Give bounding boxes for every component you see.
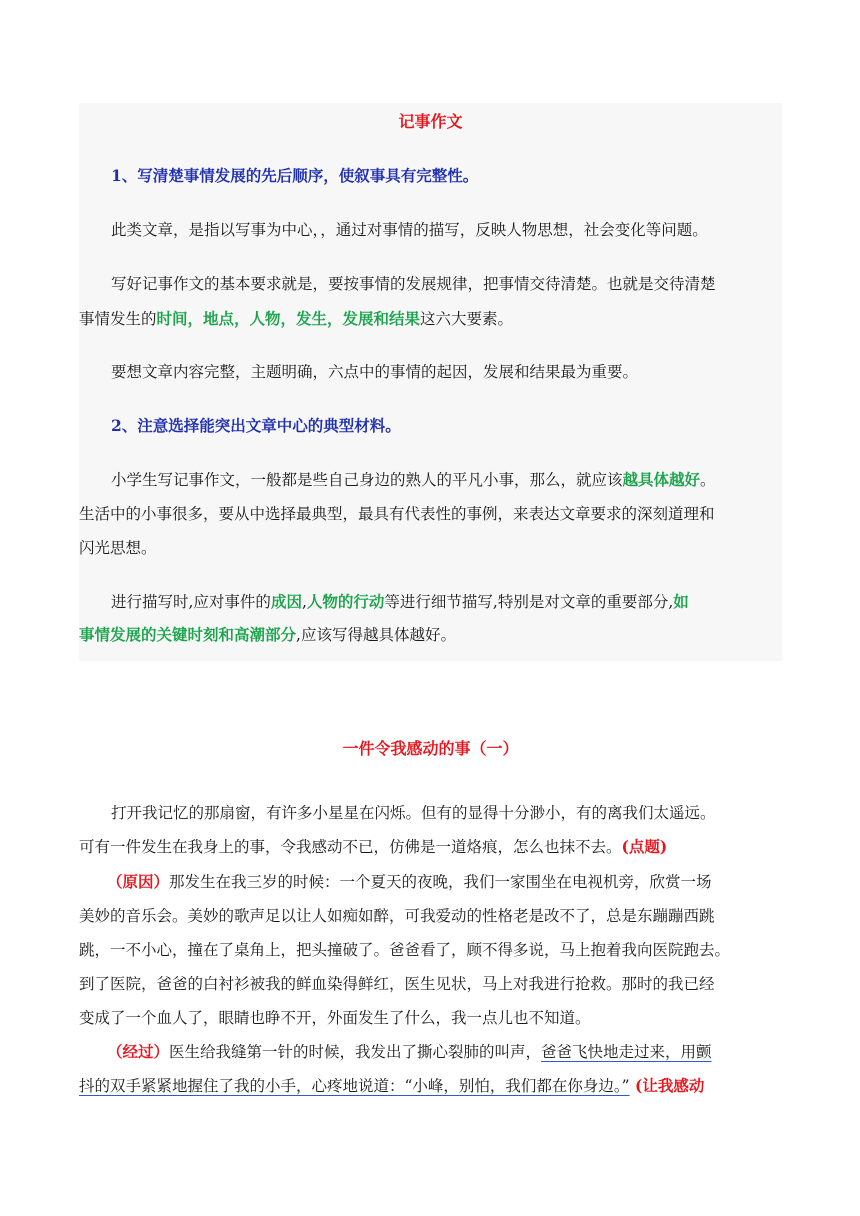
heading-1: 1、写清楚事情发展的先后顺序，使叙事具有完整性。: [111, 166, 479, 185]
paragraph-5-line-1: [79, 588, 814, 616]
text-run: 等进行细节描写,特别是对文章的重要部分,: [384, 593, 674, 611]
highlight-six-elements: 时间，地点，人物，发生，发展和结果: [156, 309, 421, 328]
text-run: 。: [700, 471, 716, 489]
underlined-text: 爸爸飞快地走过来，用颤: [541, 1043, 712, 1061]
text-run: 这六大要素。: [420, 310, 514, 328]
annotation-tag: （经过）: [107, 1042, 170, 1061]
paragraph-4-line-3: 闪光思想。: [79, 539, 157, 557]
paragraph-3: 要想文章内容完整，主题明确，六点中的事情的起因，发展和结果最为重要。: [111, 363, 639, 381]
paragraph-4-line-2: 生活中的小事很多，要从中选择最典型，最具有代表性的事例，来表达文章要求的深刻道理和: [79, 505, 715, 523]
text-run: 那发生在我三岁的时候：一个夏天的夜晚，我们一家围坐在电视机旁，欣赏一场: [169, 873, 712, 891]
highlight-ru: 如: [673, 592, 689, 611]
essay-para-a-line-2: [79, 833, 782, 861]
highlight-specific: 越具体越好: [622, 470, 701, 489]
paragraph-1: 此类文章，是指以写事为中心，，通过对事情的描写，反映人物思想，社会变化等问题。: [111, 221, 708, 239]
text-run: 进行描写时,应对事件的: [111, 593, 271, 611]
section-title: 记事作文: [398, 112, 463, 131]
paragraph-2-line-1: 写好记事作文的基本要求就是，要按事情的发展规律，把事情交待清楚。也就是交待清楚: [111, 275, 716, 293]
text-run: 事情发生的: [79, 310, 157, 328]
paragraph-4-line-1: [79, 466, 814, 494]
underlined-text: 抖的双手紧紧地握住了我的小手，心疼地说道：“小峰，别怕，我们都在你身边。”: [79, 1077, 630, 1095]
text-run: ,应该写得越具体越好。: [296, 626, 456, 644]
essay-para-c-line-2: [79, 1072, 782, 1100]
highlight-cause: 成因: [270, 592, 302, 611]
highlight-climax: 事情发展的关键时刻和高潮部分: [79, 625, 297, 644]
text-run: 可有一件发生在我身上的事，令我感动不已，仿佛是一道烙痕，怎么也抹不去。: [79, 838, 622, 856]
essay-para-b-line-4: 到了医院，爸爸的白衬衫被我的鲜血染得鲜红，医生见状，马上对我进行抢救。那时的我已经: [79, 975, 715, 993]
paragraph-2-line-2: [79, 305, 782, 333]
essay-para-a-line-1: 打开我记忆的那扇窗，有许多小星星在闪烁。但有的显得十分渺小，有的离我们太遥远。: [111, 804, 716, 822]
essay-para-b-line-3: 跳，一不小心，撞在了桌角上，把头撞破了。爸爸看了，顾不得多说，马上抱着我向医院跑去。: [79, 941, 731, 959]
text-run: ,: [301, 593, 307, 611]
text-run: 医生给我缝第一针的时候，我发出了撕心裂肺的叫声，: [169, 1043, 542, 1061]
essay-para-b-line-5: 变成了一个血人了，眼睛也睁不开，外面发生了什么，我一点儿也不知道。: [79, 1009, 591, 1027]
essay-para-b-line-1: [79, 868, 810, 896]
text-run: 小学生写记事作文，一般都是些自己身边的熟人的平凡小事，那么，就应该: [111, 471, 623, 489]
heading-2: 2、注意选择能突出文章中心的典型材料。: [111, 416, 401, 435]
essay-para-b-line-2: 美妙的音乐会。美妙的歌声足以让人如痴如醉，可我爱动的性格老是改不了，总是东蹦蹦西跳: [79, 907, 715, 925]
annotation-tag: （原因）: [107, 872, 170, 891]
highlight-actions: 人物的行动: [306, 592, 385, 611]
essay-para-c-line-1: [79, 1038, 810, 1066]
paragraph-5-line-2: [79, 621, 782, 649]
essay-title: 一件令我感动的事（一）: [342, 739, 519, 758]
annotation-tag: (点题): [621, 837, 668, 856]
annotation-tag: (让我感动: [629, 1076, 705, 1095]
